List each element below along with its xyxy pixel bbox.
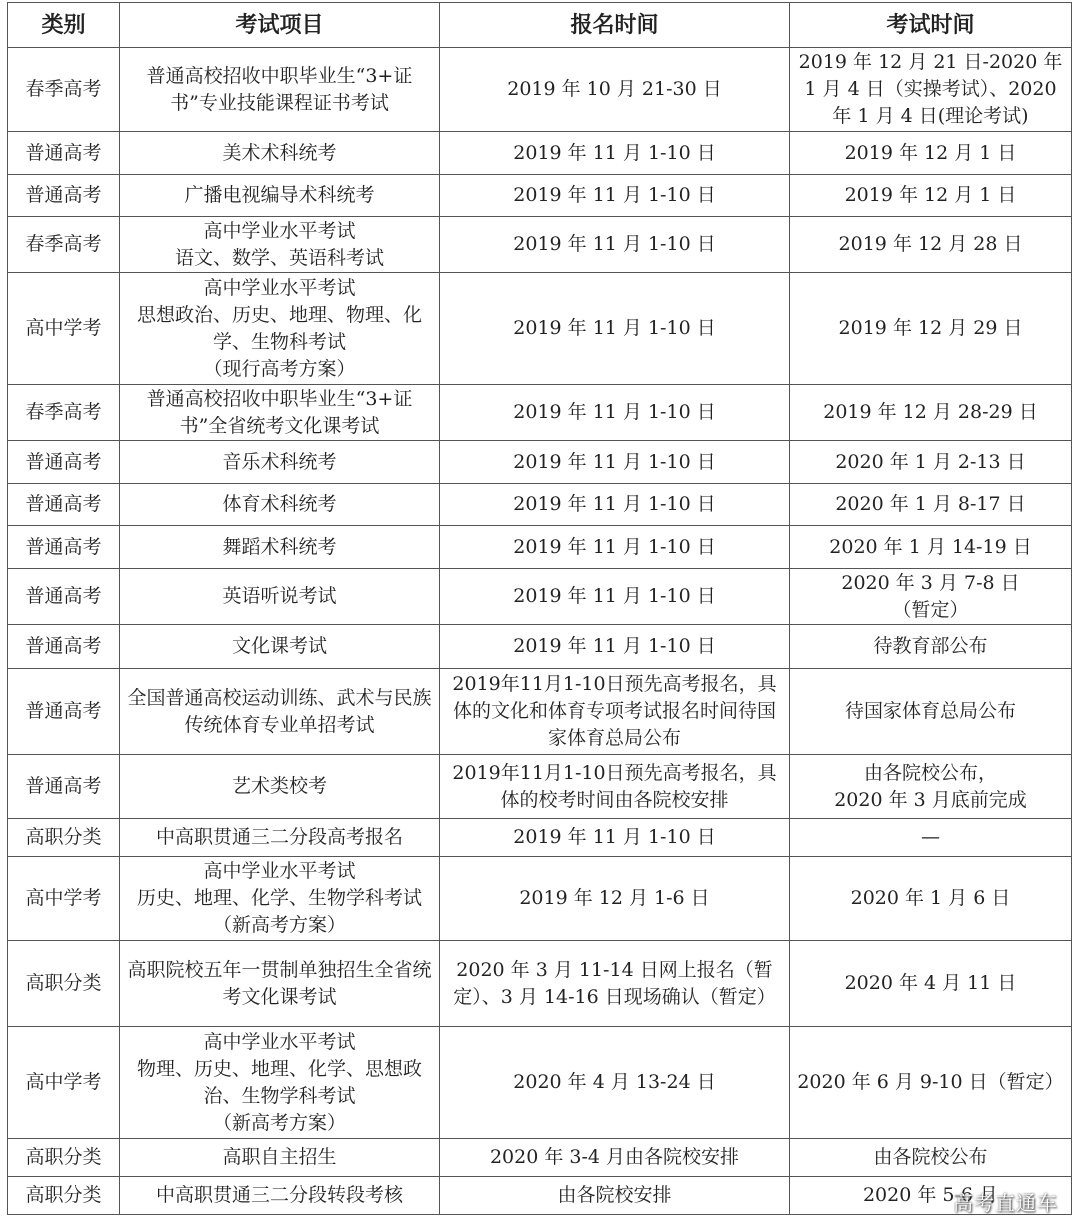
cell-exam: 2020 年 1 月 14-19 日 <box>790 526 1072 569</box>
cell-exam: 由各院校公布， 2020 年 3 月底前完成 <box>790 755 1072 819</box>
cell-signup: 2019 年 11 月 1-10 日 <box>440 484 790 526</box>
cell-category: 普通高考 <box>8 132 120 175</box>
cell-item: 全国普通高校运动训练、武术与民族传统体育专业单招考试 <box>120 669 440 755</box>
cell-signup: 由各院校安排 <box>440 1177 790 1215</box>
cell-category: 春季高考 <box>8 48 120 132</box>
cell-signup: 2019 年 11 月 1-10 日 <box>440 625 790 669</box>
cell-item: 普通高校招收中职毕业生“3+证书”专业技能课程证书考试 <box>120 48 440 132</box>
cell-exam: 2020 年 1 月 2-13 日 <box>790 441 1072 484</box>
cell-item: 广播电视编导术科统考 <box>120 175 440 217</box>
cell-category: 高中学考 <box>8 273 120 385</box>
cell-item: 体育术科统考 <box>120 484 440 526</box>
cell-signup: 2019 年 11 月 1-10 日 <box>440 819 790 857</box>
cell-signup: 2020 年 3 月 11-14 日网上报名（暂定）、3 月 14-16 日现场确认（暂定） <box>440 941 790 1027</box>
cell-signup: 2019 年 11 月 1-10 日 <box>440 175 790 217</box>
header-category: 类别 <box>8 3 120 48</box>
cell-category: 普通高考 <box>8 669 120 755</box>
cell-item: 高中学业水平考试 物理、历史、地理、化学、思想政治、生物学科考试 （新高考方案） <box>120 1027 440 1139</box>
table-row <box>8 273 1072 385</box>
cell-category: 普通高考 <box>8 625 120 669</box>
cell-exam: 2019 年 12 月 1 日 <box>790 175 1072 217</box>
cell-item: 音乐术科统考 <box>120 441 440 484</box>
cell-exam: 由各院校公布 <box>790 1139 1072 1177</box>
cell-exam: 2019 年 12 月 29 日 <box>790 273 1072 385</box>
cell-category: 普通高考 <box>8 175 120 217</box>
cell-item: 英语听说考试 <box>120 569 440 625</box>
cell-signup: 2019年11月1-10日预先高考报名，具体的校考时间由各院校安排 <box>440 755 790 819</box>
cell-exam: 2019 年 12 月 21 日-2020 年 1 月 4 日（实操考试）、2020 年 1 月 4 日(理论考试) <box>790 48 1072 132</box>
table-row <box>8 385 1072 441</box>
cell-exam: 2020 年 1 月 8-17 日 <box>790 484 1072 526</box>
table-row <box>8 526 1072 569</box>
cell-category: 高职分类 <box>8 1139 120 1177</box>
cell-signup: 2019 年 11 月 1-10 日 <box>440 441 790 484</box>
table-row <box>8 48 1072 132</box>
cell-category: 春季高考 <box>8 385 120 441</box>
header-signup: 报名时间 <box>440 3 790 48</box>
cell-exam: 2019 年 12 月 28 日 <box>790 217 1072 273</box>
table-row <box>8 755 1072 819</box>
exam-schedule-table <box>7 2 1072 1215</box>
cell-signup: 2019 年 11 月 1-10 日 <box>440 385 790 441</box>
cell-item: 普通高校招收中职毕业生“3+证书”全省统考文化课考试 <box>120 385 440 441</box>
cell-exam: 2020 年 4 月 11 日 <box>790 941 1072 1027</box>
cell-exam: 2020 年 5-6 月 <box>790 1177 1072 1215</box>
cell-category: 春季高考 <box>8 217 120 273</box>
cell-exam: 待教育部公布 <box>790 625 1072 669</box>
cell-exam: 2019 年 12 月 1 日 <box>790 132 1072 175</box>
table-body <box>8 48 1072 1215</box>
header-item: 考试项目 <box>120 3 440 48</box>
cell-category: 高中学考 <box>8 1027 120 1139</box>
cell-item: 艺术类校考 <box>120 755 440 819</box>
watermark: 高考直通车 <box>953 1191 1058 1215</box>
header-row <box>8 3 1072 48</box>
cell-signup: 2019 年 11 月 1-10 日 <box>440 217 790 273</box>
cell-category: 普通高考 <box>8 441 120 484</box>
cell-category: 高职分类 <box>8 819 120 857</box>
table-row <box>8 1139 1072 1177</box>
table-row <box>8 175 1072 217</box>
table-row <box>8 625 1072 669</box>
table-row <box>8 217 1072 273</box>
cell-item: 高中学业水平考试 语文、数学、英语科考试 <box>120 217 440 273</box>
cell-item: 高中学业水平考试 思想政治、历史、地理、物理、化学、生物科考试 （现行高考方案） <box>120 273 440 385</box>
cell-exam: 待国家体育总局公布 <box>790 669 1072 755</box>
cell-signup: 2019年11月1-10日预先高考报名，具体的文化和体育专项考试报名时间待国家体育总局公布 <box>440 669 790 755</box>
cell-signup: 2019 年 11 月 1-10 日 <box>440 132 790 175</box>
cell-category: 高中学考 <box>8 857 120 941</box>
cell-item: 文化课考试 <box>120 625 440 669</box>
cell-signup: 2019 年 11 月 1-10 日 <box>440 526 790 569</box>
cell-exam: 2020 年 3 月 7-8 日 （暂定） <box>790 569 1072 625</box>
cell-item: 舞蹈术科统考 <box>120 526 440 569</box>
table-row <box>8 857 1072 941</box>
cell-category: 普通高考 <box>8 755 120 819</box>
header-exam: 考试时间 <box>790 3 1072 48</box>
cell-category: 高职分类 <box>8 941 120 1027</box>
cell-signup: 2019 年 11 月 1-10 日 <box>440 273 790 385</box>
cell-category: 高职分类 <box>8 1177 120 1215</box>
table-row <box>8 484 1072 526</box>
cell-category: 普通高考 <box>8 569 120 625</box>
cell-item: 中高职贯通三二分段转段考核 <box>120 1177 440 1215</box>
cell-exam: 2019 年 12 月 28-29 日 <box>790 385 1072 441</box>
table-row <box>8 669 1072 755</box>
table-row <box>8 941 1072 1027</box>
cell-exam: — <box>790 819 1072 857</box>
cell-signup: 2020 年 3-4 月由各院校安排 <box>440 1139 790 1177</box>
cell-item: 高职院校五年一贯制单独招生全省统考文化课考试 <box>120 941 440 1027</box>
cell-exam: 2020 年 6 月 9-10 日（暂定） <box>790 1027 1072 1139</box>
cell-item: 中高职贯通三二分段高考报名 <box>120 819 440 857</box>
table-row <box>8 1027 1072 1139</box>
table-row <box>8 1177 1072 1215</box>
table-row <box>8 819 1072 857</box>
cell-item: 高职自主招生 <box>120 1139 440 1177</box>
table-row <box>8 441 1072 484</box>
cell-category: 普通高考 <box>8 484 120 526</box>
cell-signup: 2019 年 11 月 1-10 日 <box>440 569 790 625</box>
table-row <box>8 132 1072 175</box>
table-row <box>8 569 1072 625</box>
cell-exam: 2020 年 1 月 6 日 <box>790 857 1072 941</box>
cell-signup: 2020 年 4 月 13-24 日 <box>440 1027 790 1139</box>
cell-signup: 2019 年 12 月 1-6 日 <box>440 857 790 941</box>
cell-category: 普通高考 <box>8 526 120 569</box>
cell-item: 高中学业水平考试 历史、地理、化学、生物学科考试（新高考方案） <box>120 857 440 941</box>
cell-item: 美术术科统考 <box>120 132 440 175</box>
cell-signup: 2019 年 10 月 21-30 日 <box>440 48 790 132</box>
